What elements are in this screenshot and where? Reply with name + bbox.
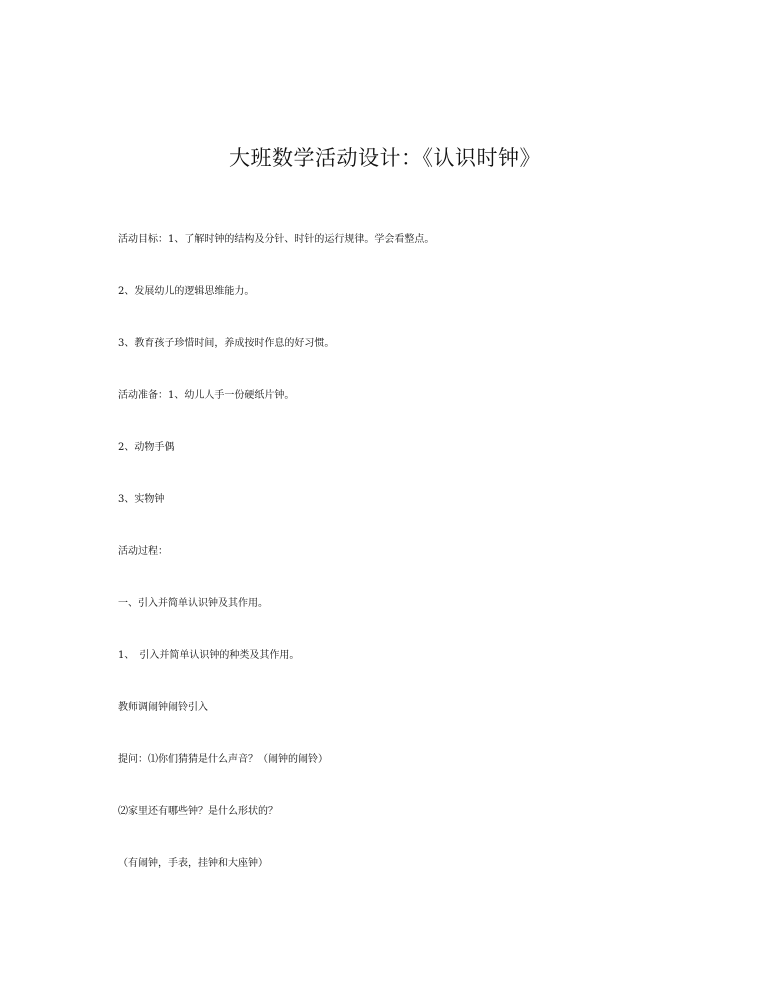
paragraph-step-1: 1、 引入并简单认识钟的种类及其作用。 bbox=[118, 650, 300, 661]
paragraph-goal-2: 2、发展幼儿的逻辑思维能力。 bbox=[118, 286, 255, 297]
paragraph-answer: （有闹钟，手表，挂钟和大座钟） bbox=[118, 858, 268, 869]
document-body bbox=[118, 232, 678, 876]
document-title: 大班数学活动设计：《认识时钟》 bbox=[229, 146, 541, 170]
paragraph-section-1: 一、引入并简单认识钟及其作用。 bbox=[118, 598, 268, 609]
paragraph-prep-3: 3、实物钟 bbox=[118, 494, 165, 505]
paragraph-goal-1: 活动目标：1、了解时钟的结构及分针、时针的运行规律。学会看整点。 bbox=[118, 234, 435, 245]
paragraph-prep-1: 活动准备：1、幼儿人手一份硬纸片钟。 bbox=[118, 390, 295, 401]
paragraph-process-heading: 活动过程： bbox=[118, 546, 168, 557]
paragraph-prep-2: 2、动物手偶 bbox=[118, 442, 175, 453]
paragraph-goal-3: 3、教育孩子珍惜时间，养成按时作息的好习惯。 bbox=[118, 338, 335, 349]
paragraph-question-2: ⑵家里还有哪些钟？是什么形状的？ bbox=[118, 806, 278, 817]
paragraph-question-1: 提问：⑴你们猜猜是什么声音？（闹钟的闹铃） bbox=[118, 754, 328, 765]
paragraph-teacher-intro: 教师调闹钟闹铃引入 bbox=[118, 702, 208, 713]
